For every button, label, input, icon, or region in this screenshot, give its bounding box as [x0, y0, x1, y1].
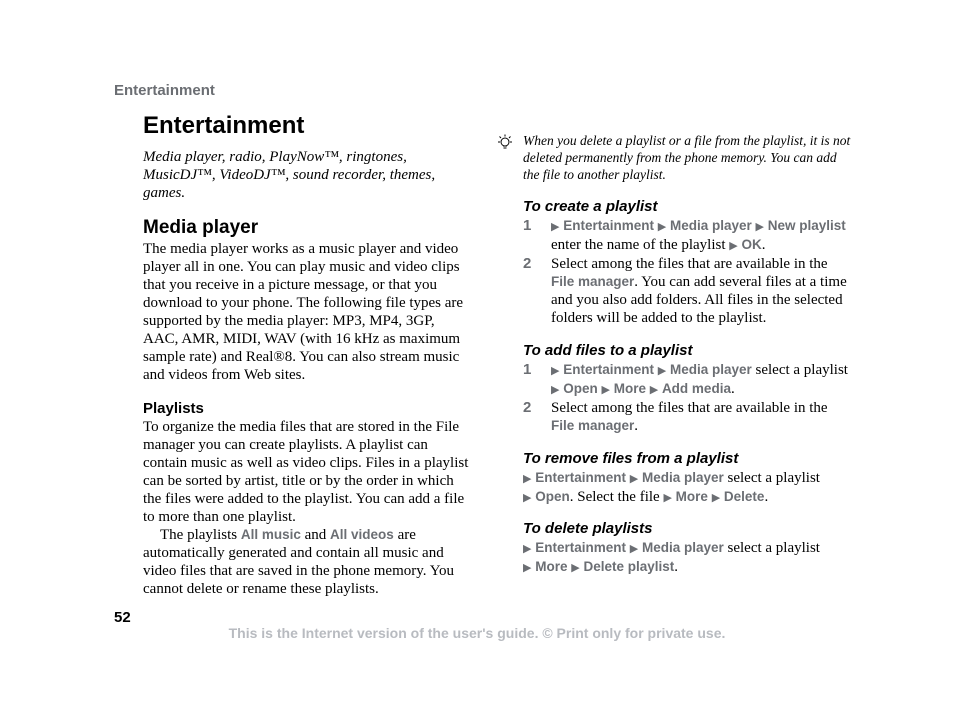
text-run: Select among the files that are available in the — [551, 400, 828, 416]
menu-media-player: Media player — [641, 470, 724, 485]
media-player-heading: Media player — [143, 217, 259, 238]
menu-entertainment: Entertainment — [535, 540, 626, 555]
arrow-icon: ▶ — [523, 491, 532, 504]
remove-instructions — [523, 469, 853, 507]
step-text — [551, 399, 853, 435]
arrow-icon: ▶ — [649, 383, 659, 396]
arrow-icon: ▶ — [629, 542, 639, 555]
arrow-icon: ▶ — [523, 472, 532, 485]
arrow-icon: ▶ — [663, 491, 672, 504]
page-title: Entertainment — [143, 112, 305, 139]
text-run: select a playlist — [751, 362, 848, 378]
arrow-icon: ▶ — [601, 383, 610, 396]
arrow-icon: ▶ — [711, 491, 721, 504]
menu-add-media: Add media — [661, 381, 731, 396]
arrow-icon: ▶ — [729, 239, 738, 252]
page-number: 52 — [114, 609, 131, 626]
menu-new-playlist: New playlist — [767, 218, 846, 233]
arrow-icon: ▶ — [551, 364, 560, 377]
arrow-icon: ▶ — [523, 561, 532, 574]
playlists-heading: Playlists — [143, 400, 204, 417]
intro-text: Media player, radio, PlayNow™, ringtones, MusicDJ™, VideoDJ™, sound recorder, themes, games. — [143, 149, 436, 201]
menu-more: More — [613, 381, 646, 396]
add-files-title: To add files to a playlist — [523, 342, 693, 359]
tip-text: When you delete a playlist or a file from the playlist, it is not deleted permanently from the phone memory. You can add the file to another playlist. — [523, 133, 851, 182]
menu-entertainment: Entertainment — [563, 218, 654, 233]
text-run: . Select the file — [569, 489, 664, 505]
text-run: . — [634, 418, 639, 434]
text-run: select a playlist — [723, 540, 820, 556]
create-step-2 — [523, 255, 853, 330]
step-text — [551, 217, 853, 255]
arrow-icon: ▶ — [571, 561, 580, 574]
menu-media-player: Media player — [669, 218, 752, 233]
playlists-section — [143, 418, 469, 598]
text-run: . — [730, 381, 735, 397]
text-run: select a playlist — [723, 470, 820, 486]
text-run: Select among the files that are available in the — [551, 256, 828, 272]
arrow-icon: ▶ — [551, 220, 560, 233]
playlists-paragraph: To organize the media files that are stored in the File manager you can create playlists. A playlist can contain music as well as video clips. Files in a playlist can be sorted by artist, title or by the order in which the files were added to the playlist. You can add a file to more than one playlist. — [143, 419, 469, 525]
media-player-paragraph: The media player works as a music player and video player all in one. You can play music and video clips that you receive in a picture message, or that you download to your phone. The following file types are supported by the media player: MP3, MP4, 3GP, AAC, AMR, MIDI, WAV (with 16 kHz as maximum sample rate) and Real®8. You can also stream music and videos from Web sites. — [143, 241, 464, 383]
menu-delete: Delete — [723, 489, 765, 504]
arrow-icon: ▶ — [523, 542, 532, 555]
text-run: . — [764, 489, 769, 505]
step-text — [551, 361, 853, 399]
menu-file-manager: File manager — [551, 418, 635, 433]
menu-all-videos: All videos — [330, 527, 394, 542]
menu-all-music: All music — [240, 527, 301, 542]
step-number: 2 — [523, 255, 532, 272]
step-number: 2 — [523, 399, 532, 416]
menu-file-manager: File manager — [551, 274, 635, 289]
add-step-2 — [523, 399, 853, 439]
arrow-icon: ▶ — [657, 364, 667, 377]
menu-entertainment: Entertainment — [535, 470, 626, 485]
menu-media-player: Media player — [669, 362, 752, 377]
arrow-icon: ▶ — [629, 472, 639, 485]
delete-instructions — [523, 539, 853, 577]
menu-open: Open — [535, 489, 570, 504]
text-run: . You can add several files at a time and you also add folders. All files in the selected folders will be added to the playlist. — [551, 274, 847, 326]
text-run: The playlists — [160, 527, 241, 543]
menu-ok: OK — [741, 237, 762, 252]
text-run: enter the name of the playlist — [551, 237, 730, 253]
section-label: Entertainment — [114, 82, 215, 99]
auto-playlists-paragraph — [143, 526, 469, 598]
add-step-1 — [523, 361, 853, 401]
arrow-icon: ▶ — [755, 220, 764, 233]
menu-entertainment: Entertainment — [563, 362, 654, 377]
create-step-1 — [523, 217, 853, 257]
text-run: are automatically generated and contain all music and video files that are saved in the phone memory. You cannot delete or rename these playlists. — [143, 527, 455, 597]
remove-files-title: To remove files from a playlist — [523, 450, 739, 467]
menu-delete-playlist: Delete playlist — [583, 559, 675, 574]
step-number: 1 — [523, 217, 532, 234]
text-run: . — [674, 559, 678, 575]
step-text — [551, 255, 853, 327]
step-number: 1 — [523, 361, 532, 378]
menu-media-player: Media player — [641, 540, 724, 555]
menu-more: More — [675, 489, 708, 504]
text-run: . — [761, 237, 766, 253]
footer-notice: This is the Internet version of the user's guide. © Print only for private use. — [228, 625, 726, 641]
lightbulb-tip-icon — [496, 134, 514, 152]
menu-open: Open — [563, 381, 598, 396]
arrow-icon: ▶ — [657, 220, 667, 233]
menu-more: More — [535, 559, 568, 574]
delete-playlists-title: To delete playlists — [523, 520, 653, 537]
text-run: and — [300, 527, 331, 543]
arrow-icon: ▶ — [551, 383, 560, 396]
create-playlist-title: To create a playlist — [523, 198, 658, 215]
